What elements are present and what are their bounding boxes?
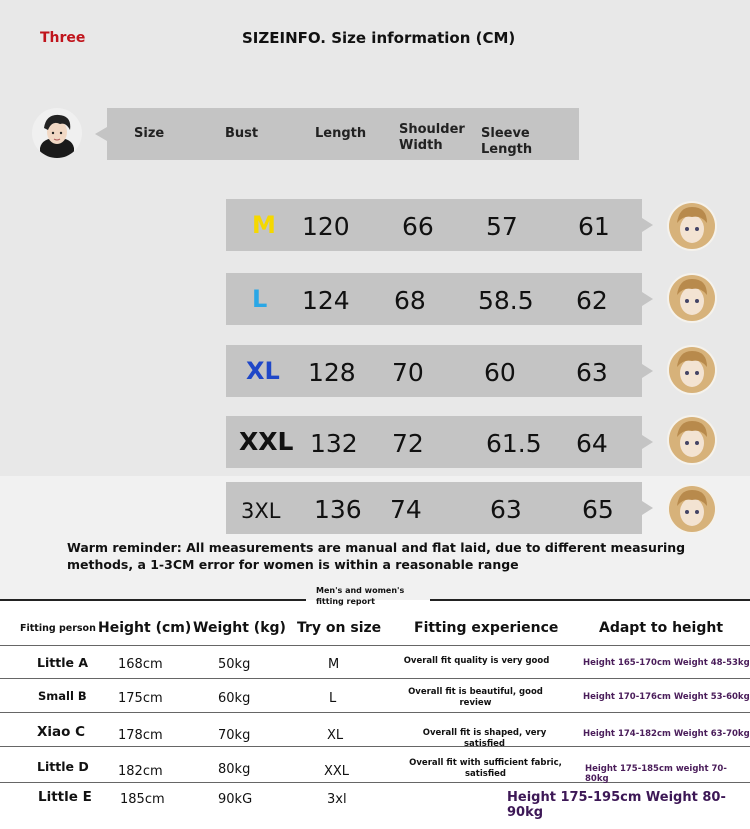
size-row-3xl [226, 482, 642, 534]
adapt-text: Height 170-176cm Weight 53-60kg [583, 692, 750, 702]
person-name: Small B [38, 689, 87, 703]
size-row-m [226, 199, 642, 251]
size-label: XXL [239, 427, 294, 456]
sleeve-value: 64 [576, 429, 608, 458]
divider [0, 599, 306, 601]
col-try-on-size: Try on size [297, 620, 382, 636]
person-name: Little A [37, 655, 88, 670]
adapt-text: Height 175-195cm Weight 80-90kg [507, 790, 726, 820]
experience-text: Overall fit with sufficient fabric, satisfied [409, 758, 562, 779]
length-value: 74 [390, 495, 422, 524]
sleeve-value: 63 [576, 358, 608, 387]
experience-text: Overall fit is beautiful, good review [408, 687, 543, 708]
size-row-l [226, 273, 642, 325]
col-height: Height (cm) [98, 620, 192, 636]
person-name: Xiao C [37, 724, 86, 740]
sleeve-value: 62 [576, 286, 608, 315]
shoulder-value: 61.5 [486, 429, 542, 458]
size-row-xl [226, 345, 642, 397]
weight-value: 90kG [218, 792, 253, 807]
adapt-text: Height 175-185cm weight 70-80kg [585, 764, 727, 784]
try-on-value: XXL [324, 764, 350, 779]
header-bust: Bust [225, 126, 259, 141]
model-avatar-icon [32, 108, 82, 158]
length-value: 68 [394, 286, 426, 315]
col-fitting-experience: Fitting experience [414, 620, 559, 636]
col-weight: Weight (kg) [193, 620, 286, 636]
height-value: 182cm [118, 764, 163, 779]
try-on-value: XL [327, 728, 344, 743]
model-avatar-icon [667, 273, 717, 323]
try-on-value: 3xl [327, 792, 347, 807]
size-label: XL [246, 357, 280, 385]
shoulder-value: 58.5 [478, 286, 534, 315]
row-divider [0, 678, 750, 679]
divider [430, 599, 750, 601]
weight-value: 80kg [218, 762, 251, 777]
model-avatar-icon [667, 345, 717, 395]
bust-value: 136 [314, 495, 362, 524]
col-adapt-height: Adapt to height [599, 620, 724, 636]
height-value: 168cm [118, 657, 163, 672]
header-shoulder-width: Shoulder Width [399, 122, 465, 153]
row-divider [0, 645, 750, 646]
row-divider [0, 712, 750, 713]
header-sleeve-length: Sleeve Length [481, 126, 533, 157]
row-divider [0, 746, 750, 747]
sleeve-value: 65 [582, 495, 614, 524]
shoulder-value: 63 [490, 495, 522, 524]
shoulder-value: 57 [486, 212, 518, 241]
height-value: 178cm [118, 728, 163, 743]
length-value: 70 [392, 358, 424, 387]
person-name: Little D [37, 759, 89, 774]
experience-text: Overall fit quality is very good [403, 656, 550, 666]
page-title: SIZEINFO. Size information (CM) [242, 29, 516, 47]
col-fitting-person: Fitting person [20, 623, 96, 634]
sleeve-value: 61 [578, 212, 610, 241]
header-size: Size [134, 126, 165, 141]
height-value: 175cm [118, 691, 163, 706]
bust-value: 120 [302, 212, 350, 241]
adapt-text: Height 174-182cm Weight 63-70kg [583, 729, 750, 739]
brand-label: Three [40, 30, 86, 46]
bust-value: 132 [310, 429, 358, 458]
weight-value: 50kg [218, 657, 251, 672]
weight-value: 70kg [218, 728, 251, 743]
model-avatar-icon [667, 484, 717, 534]
length-value: 72 [392, 429, 424, 458]
experience-text: Overall fit is shaped, very satisfied [422, 728, 547, 749]
size-label: 3XL [241, 499, 281, 523]
fitting-report-title: Men's and women's fitting report [316, 586, 405, 606]
height-value: 185cm [120, 792, 165, 807]
person-name: Little E [38, 789, 92, 805]
warm-reminder-text: Warm reminder: All measurements are manual and flat laid, due to different measuring methods, a 1-3CM error for women is within a reasonable range [67, 540, 686, 572]
size-table-header [107, 108, 579, 160]
model-avatar-icon [667, 201, 717, 251]
size-label: M [252, 211, 276, 239]
header-length: Length [315, 126, 367, 141]
size-row-xxl [226, 416, 642, 468]
bust-value: 124 [302, 286, 350, 315]
model-avatar-icon [667, 415, 717, 465]
try-on-value: M [328, 657, 340, 672]
bust-value: 128 [308, 358, 356, 387]
weight-value: 60kg [218, 691, 251, 706]
shoulder-value: 60 [484, 358, 516, 387]
adapt-text: Height 165-170cm Weight 48-53kg [583, 658, 750, 668]
length-value: 66 [402, 212, 434, 241]
try-on-value: L [329, 691, 337, 706]
size-label: L [252, 285, 268, 313]
